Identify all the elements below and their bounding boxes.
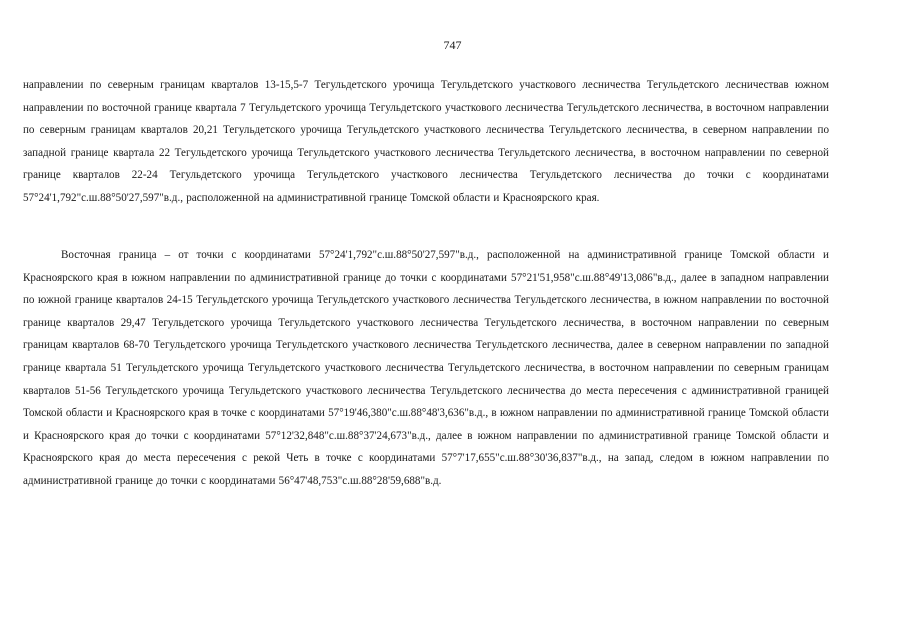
paragraph-eastern-boundary: Восточная граница – от точки с координатами 57°24'1,792"с.ш.88°50'27,597"в.д., расположенной на административной границе Томской области и Красноярского края в южном направлении по административной границе до точки с координатами 57°21'51,958"с.ш.88°49'13,086"в.д., далее в западном направлении по южной границе кварталов 24-15 Тегульдетского урочища Тегульдетского участкового лесничества Тегульдетского лесничества, в южном направлении по восточной границе кварталов 29,47 Тегульдетского урочища Тегульдетского участкового лесничества Тегульдетского лесничества, в восточном направлении по северным границам кварталов 68-70 Тегульдетского урочища Тегульдетского участкового лесничества Тегульдетского лесничества, далее в северном направлении по западной границе квартала 51 Тегульдетского урочища Тегульдетского участкового лесничества Тегульдетского лесничества, в восточном направлении по северным границам кварталов 51-56 Тегульдетского урочища Тегульдетского участкового лесничества Тегульдетского лесничества до места пересечения с административной границей Томской области и Красноярского края в точке с координатами 57°19'46,380"с.ш.88°48'3,636"в.д., в южном направлении по административной границе Томской области и Красноярского края до точки с координатами 57°12'32,848"с.ш.88°37'24,673"в.д., далее в южном направлении по административной границе Томской области и Красноярского края до места пересечения с рекой Четь в точке с координатами 57°7'17,655"с.ш.88°30'36,837"в.д., на запад, следом в южном направлении по административной границе до точки с координатами 56°47'48,753"с.ш.88°28'59,688"в.д. [23,249,829,488]
page-number: 747 [443,38,462,52]
paragraph-northern-boundary-continuation: направлении по северным границам кварталов 13-15,5-7 Тегульдетского урочища Тегульдетского участкового лесничества Тегульдетского лесничествав южном направлении по восточной границе квартала 7 Тегульдетского урочища Тегульдетского участкового лесничества Тегульдетского лесничества, в восточном направлении по северным границам кварталов 20,21 Тегульдетского урочища Тегульдетского участкового лесничества Тегульдетского лесничества, в северном направлении по западной границе квартала 22 Тегульдетского урочища Тегульдетского участкового лесничества Тегульдетского лесничества, в восточном направлении по северной границе кварталов 22-24 Тегульдетского урочища Тегульдетского участкового лесничества Тегульдетского лесничества до точки с координатами 57°24'1,792"с.ш.88°50'27,597"в.д., расположенной на административной границе Томской области и Красноярского края. [23,79,829,205]
